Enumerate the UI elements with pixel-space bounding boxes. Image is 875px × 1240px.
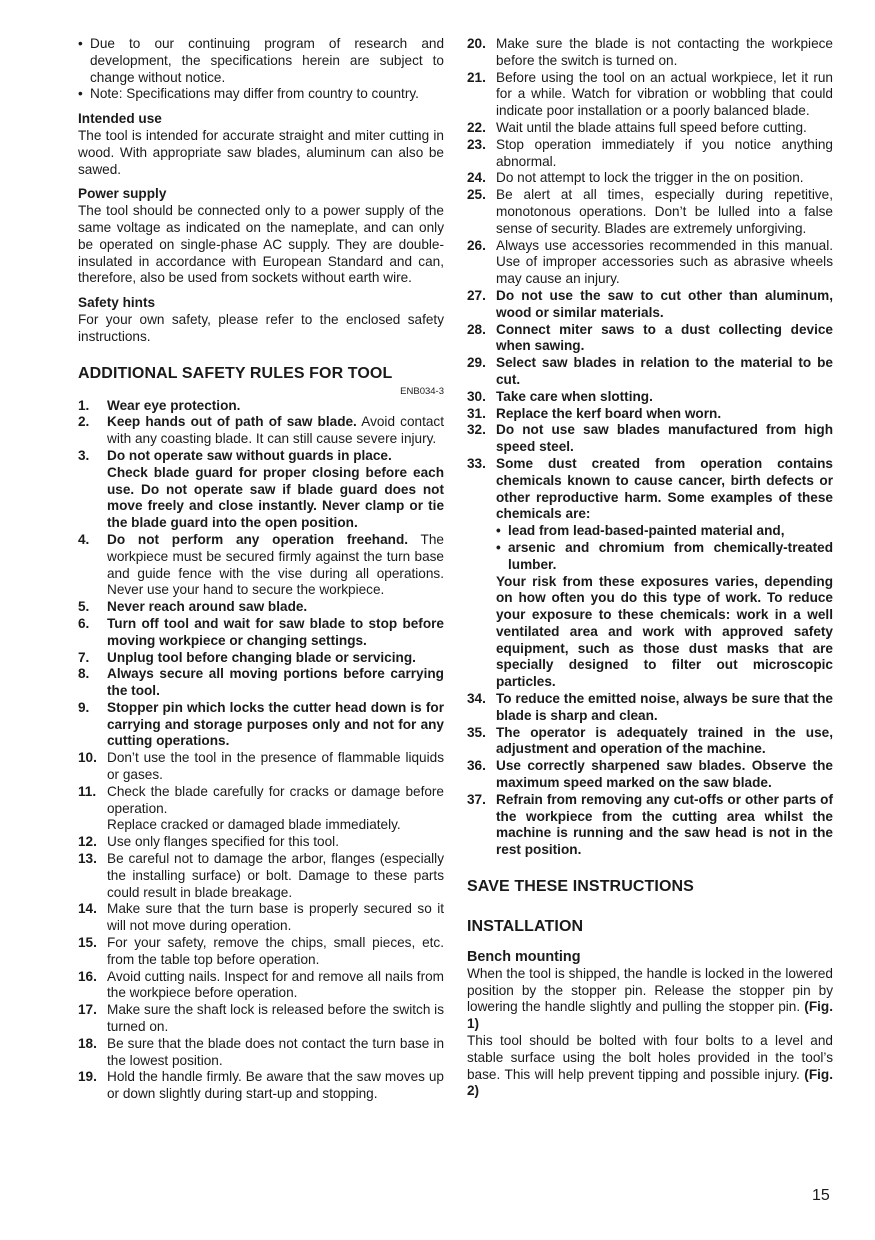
document-code: ENB034-3	[400, 385, 444, 397]
item-number: 34.	[467, 691, 486, 707]
item-text: The workpiece must be secured firmly against the turn base and guide fence with the vise during all operations. Never use your hand to secure the workpiece.	[107, 531, 444, 598]
installation-paragraph	[467, 1033, 833, 1100]
item-number: 18.	[78, 1035, 97, 1051]
list-item	[78, 935, 444, 969]
list-item	[78, 532, 444, 599]
item-number: 11.	[78, 783, 97, 799]
figure-reference: (Fig. 1)	[467, 999, 833, 1032]
sub-bullet: • lead from lead-based-painted material and,	[496, 523, 833, 540]
bench-mounting-heading: Bench mounting	[467, 949, 581, 966]
item-bold-text: Always secure all moving portions before carrying the tool.	[107, 666, 444, 699]
left-column	[78, 36, 444, 1103]
list-item	[467, 137, 833, 171]
list-item	[78, 700, 444, 750]
power-supply-heading: Power supply	[78, 186, 167, 202]
item-text: Be sure that the blade does not contact the turn base in the lowest position.	[107, 1035, 444, 1068]
item-number: 20.	[467, 36, 486, 51]
item-number: 5.	[78, 599, 90, 615]
item-number: 12.	[78, 834, 97, 850]
installation-paragraph	[467, 966, 833, 1033]
item-bold-text: Refrain from removing any cut-offs or other parts of the workpiece from the cutting area whilst the machine is running and the saw head is not in the rest position.	[496, 791, 833, 858]
list-item	[467, 288, 833, 322]
item-number: 13.	[78, 851, 97, 867]
item-bold-text: Connect miter saws to a dust collecting device when sawing.	[496, 321, 833, 354]
item-text: Hold the handle firmly. Be aware that the saw moves up or down slightly during start-up and stopping.	[107, 1069, 444, 1102]
item-text: Make sure that the turn base is properly secured so it will not move during operation.	[107, 901, 444, 934]
page-number: 15	[812, 1187, 830, 1204]
item-number: 32.	[467, 422, 486, 438]
list-item	[78, 1002, 444, 1036]
intro-bullet: • Due to our continuing program of research and development, the specifications herein are subject to change without notice.	[78, 36, 444, 86]
item-text: Avoid contact with any coasting blade. It can still cause severe injury.	[107, 414, 444, 447]
list-item	[467, 187, 833, 237]
list-item	[467, 36, 833, 70]
list-item	[78, 650, 444, 667]
list-item	[78, 1036, 444, 1070]
list-item	[78, 599, 444, 616]
list-item	[78, 616, 444, 650]
item-number: 37.	[467, 791, 486, 807]
item-number: 35.	[467, 724, 486, 740]
item-text: Wait until the blade attains full speed before cutting.	[496, 119, 807, 135]
list-item	[467, 170, 833, 187]
item-text: Make sure the blade is not contacting the workpiece before the switch is turned on.	[496, 36, 833, 68]
item-text: Don’t use the tool in the presence of flammable liquids or gases.	[107, 750, 444, 783]
item-text: Check the blade carefully for cracks or damage before operation.	[107, 783, 444, 816]
item-bold-text: The operator is adequately trained in the use, adjustment and operation of the machine.	[496, 724, 833, 757]
item-bold-text: Stopper pin which locks the cutter head down is for carrying and storage purposes only and not for any cutting operations.	[107, 699, 444, 749]
item-bold-text: Replace the kerf board when worn.	[496, 405, 722, 421]
installation-text: When the tool is shipped, the handle is locked in the lowered position by the stopper pin. Release the stopper pin by lowering the handle slightly and pulling the stopper pin.	[467, 965, 833, 1015]
item-number: 31.	[467, 405, 486, 421]
item-bold-text: Turn off tool and wait for saw blade to stop before moving workpiece or changing settings.	[107, 615, 444, 648]
item-number: 4.	[78, 531, 90, 547]
list-item	[467, 406, 833, 423]
installation-text: This tool should be bolted with four bolts to a level and stable surface using the bolt holes provided in the tool’s base. This will help prevent tipping and possible injury.	[467, 1033, 833, 1082]
item-text: Stop operation immediately if you notice anything abnormal.	[496, 136, 833, 169]
list-item	[78, 398, 444, 415]
list-item	[78, 448, 444, 532]
item-number: 27.	[467, 287, 486, 303]
item-text: Replace cracked or damaged blade immediately.	[107, 817, 401, 833]
list-item	[78, 414, 444, 448]
list-item	[78, 834, 444, 851]
item-bold-text: Unplug tool before changing blade or servicing.	[107, 649, 416, 665]
item-bold-text: Keep hands out of path of saw blade.	[107, 414, 357, 430]
item-number: 22.	[467, 119, 486, 135]
item-number: 30.	[467, 388, 486, 404]
item-bold-text: Take care when slotting.	[496, 388, 653, 404]
list-item	[78, 784, 444, 834]
list-item	[467, 238, 833, 288]
item-number: 26.	[467, 237, 486, 253]
list-item	[78, 969, 444, 1003]
item-text: Use only flanges specified for this tool.	[107, 834, 339, 850]
list-item	[467, 389, 833, 406]
item-number: 36.	[467, 758, 486, 774]
safety-hints-text: For your own safety, please refer to the enclosed safety instructions.	[78, 311, 444, 344]
figure-reference: (Fig. 2)	[467, 1066, 833, 1099]
list-item	[78, 851, 444, 901]
item-bold-text: Check blade guard for proper closing before each use. Do not operate saw if blade guard does not move freely and close instantly. Never clamp or tie the blade guard into the open position.	[107, 464, 444, 531]
list-item	[78, 666, 444, 700]
list-item	[467, 322, 833, 356]
item-bold-text: Select saw blades in relation to the material to be cut.	[496, 355, 833, 387]
item-number: 24.	[467, 170, 486, 186]
list-item	[467, 792, 833, 859]
list-item	[467, 725, 833, 759]
power-supply-text: The tool should be connected only to a power supply of the same voltage as indicated on the nameplate, and can only be operated on single-phase AC supply. They are double-insulated in accordance with European Standard and can, therefore, also be used from sockets without earth wire.	[78, 203, 444, 286]
item-bold-text: To reduce the emitted noise, always be sure that the blade is sharp and clean.	[496, 691, 833, 723]
item-number: 1.	[78, 397, 90, 413]
item-number: 28.	[467, 321, 486, 337]
installation-heading: INSTALLATION	[467, 918, 584, 936]
item-bold-text: Do not use saw blades manufactured from high speed steel.	[496, 422, 833, 455]
list-item	[467, 355, 833, 389]
list-item	[467, 70, 833, 120]
item-bold-text: Use correctly sharpened saw blades. Observe the maximum speed marked on the saw blade.	[496, 758, 833, 791]
item-text: For your safety, remove the chips, small pieces, etc. from the table top before operation.	[107, 935, 444, 967]
item-number: 16.	[78, 968, 97, 984]
item-text: Always use accessories recommended in this manual. Use of improper accessories such as abrasive wheels may cause an injury.	[496, 237, 833, 287]
item-number: 6.	[78, 615, 90, 631]
list-item	[467, 120, 833, 137]
list-item	[467, 691, 833, 725]
item-number: 14.	[78, 901, 97, 917]
right-column	[467, 36, 833, 1100]
item-number: 7.	[78, 649, 90, 665]
item-bold-text: Some dust created from operation contains chemicals known to cause cancer, birth defects or other reproductive harm. Some examples of these chemicals are:	[496, 455, 833, 522]
intro-bullet: • Note: Specifications may differ from country to country.	[78, 86, 444, 103]
item-bold-text: Do not perform any operation freehand.	[107, 531, 409, 547]
item-number: 25.	[467, 187, 486, 203]
item-number: 2.	[78, 414, 90, 430]
item-number: 23.	[467, 136, 486, 152]
intended-use-text: The tool is intended for accurate straight and miter cutting in wood. With appropriate saw blades, aluminum can also be sawed.	[78, 127, 444, 177]
item-bold-text: Your risk from these exposures varies, depending on how often you do this type of work. To reduce your exposure to these chemicals: work in a well ventilated area and work with approved safety equipment, such as those dust masks that are specially designed to filter out microscopic particles.	[496, 573, 833, 690]
item-text: Do not attempt to lock the trigger in the on position.	[496, 170, 804, 186]
intended-use-heading: Intended use	[78, 111, 162, 127]
item-number: 21.	[467, 69, 486, 85]
save-instructions-heading: SAVE THESE INSTRUCTIONS	[467, 878, 694, 896]
safety-hints-heading: Safety hints	[78, 295, 156, 311]
item-number: 33.	[467, 455, 486, 471]
safety-rules-heading: ADDITIONAL SAFETY RULES FOR TOOL	[78, 364, 393, 382]
item-number: 15.	[78, 935, 97, 951]
item-number: 17.	[78, 1002, 97, 1018]
item-text: Make sure the shaft lock is released before the switch is turned on.	[107, 1002, 444, 1035]
item-number: 9.	[78, 699, 90, 715]
list-item	[467, 422, 833, 456]
item-text: Be careful not to damage the arbor, flanges (especially the installing surface) or bolt. Damage to these parts could result in blade breakage.	[107, 851, 444, 900]
list-item	[467, 758, 833, 792]
item-bold-text: Wear eye protection.	[107, 397, 241, 413]
item-text: Be alert at all times, especially during repetitive, monotonous operations. Don’t be lulled into a false sense of security. Blades are extremely unforgiving.	[496, 187, 833, 236]
item-text: Before using the tool on an actual workpiece, let it run for a while. Watch for vibration or wobbling that could indicate poor installation or a poorly balanced blade.	[496, 69, 833, 119]
item-number: 19.	[78, 1069, 97, 1085]
list-item	[78, 1069, 444, 1103]
item-bold-text: Do not operate saw without guards in place.	[107, 447, 392, 463]
item-number: 10.	[78, 750, 97, 766]
item-bold-text: Never reach around saw blade.	[107, 599, 308, 615]
list-item	[467, 456, 833, 691]
item-number: 3.	[78, 447, 90, 463]
item-number: 29.	[467, 355, 486, 371]
item-bold-text: Do not use the saw to cut other than aluminum, wood or similar materials.	[496, 287, 833, 320]
list-item	[78, 750, 444, 784]
item-text: Avoid cutting nails. Inspect for and remove all nails from the workpiece before operation.	[107, 968, 444, 1001]
item-number: 8.	[78, 666, 90, 682]
sub-bullet: • arsenic and chromium from chemically-treated lumber.	[496, 540, 833, 574]
list-item	[78, 901, 444, 935]
